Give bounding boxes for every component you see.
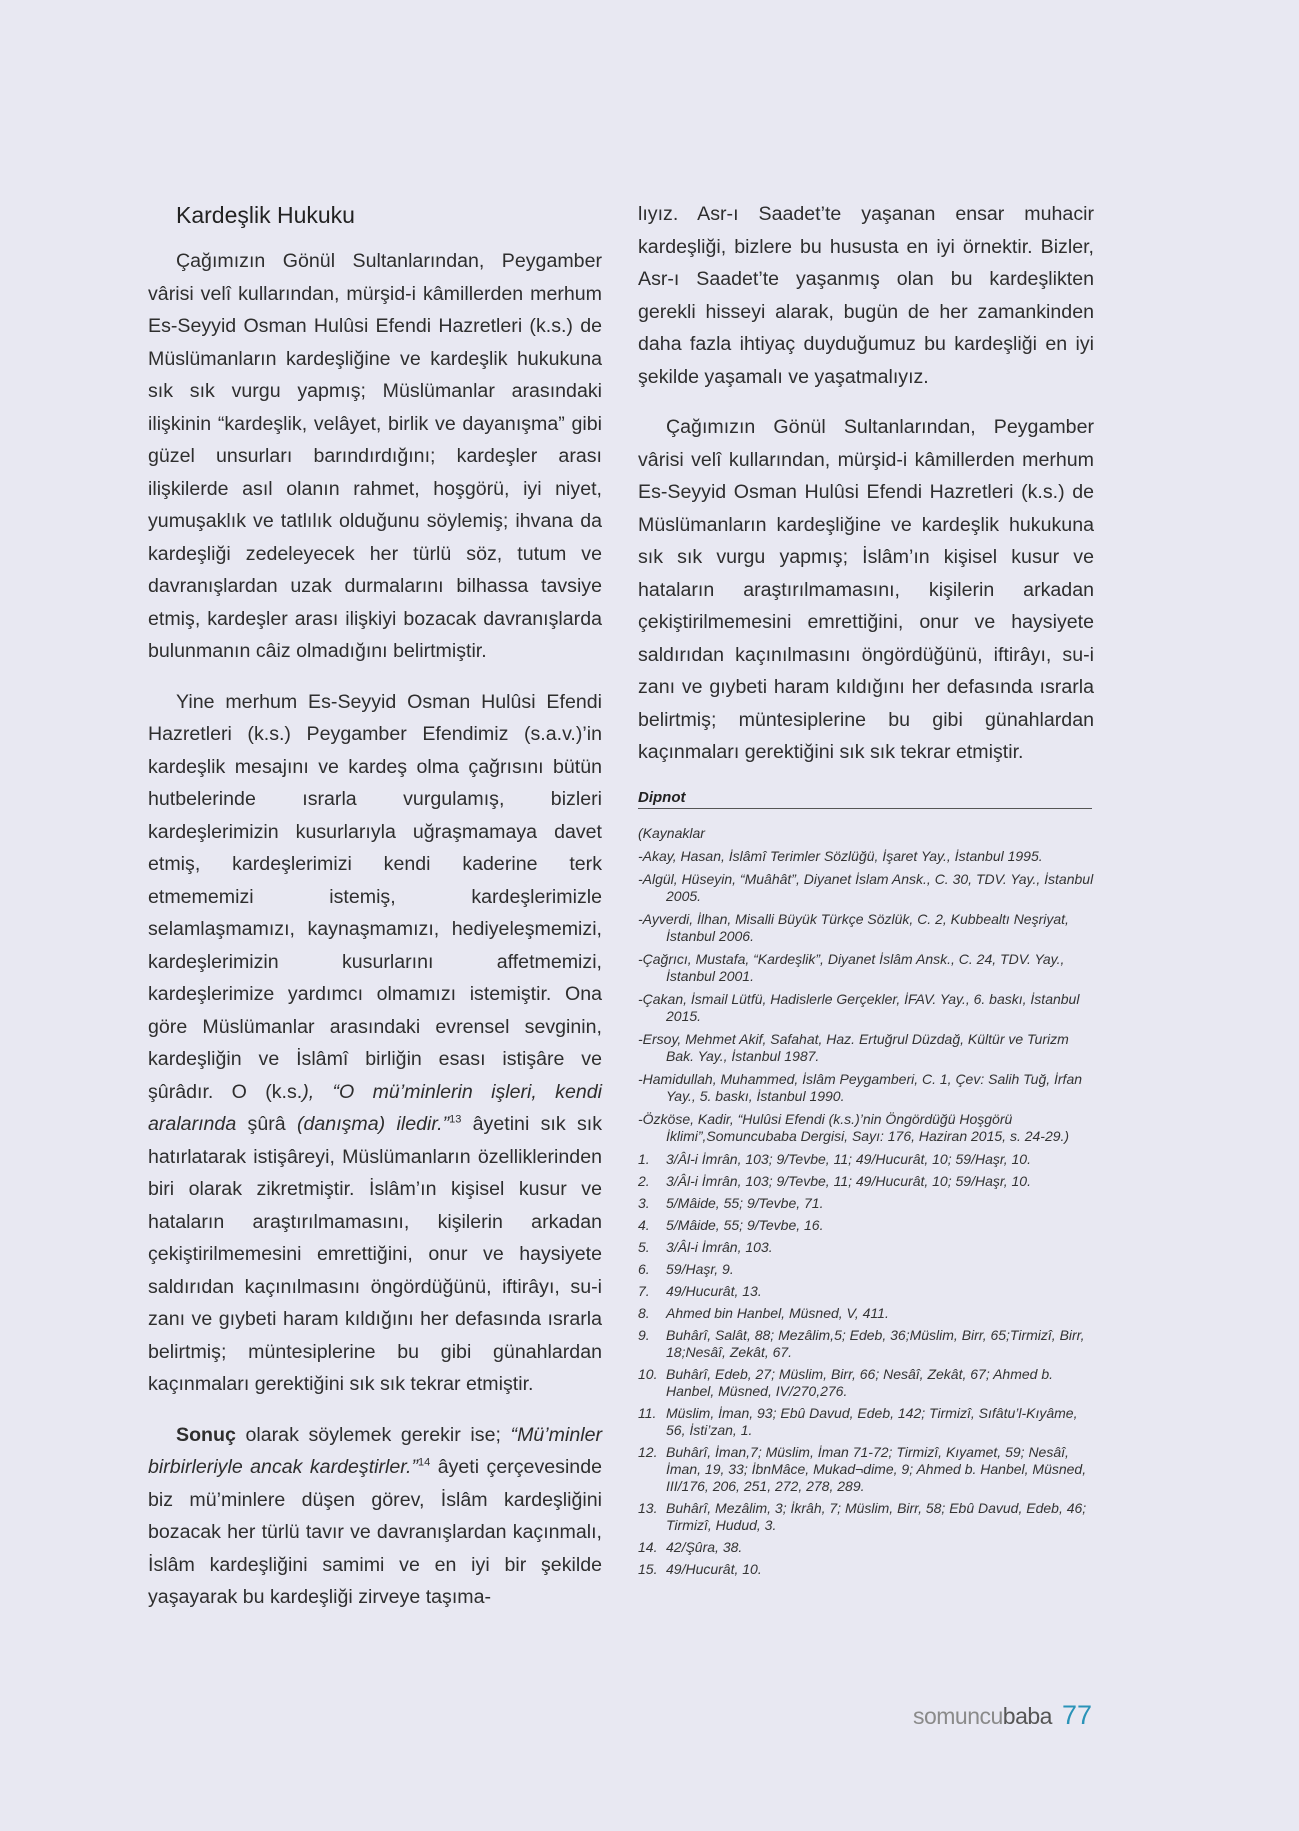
footnote-text: 3/Âl-i İmrân, 103; 9/Tevbe, 11; 49/Hucurât, 10; 59/Haşr, 10. (666, 1150, 1031, 1167)
footnote-text: 49/Hucurât, 10. (666, 1560, 762, 1577)
footnote-number: 6. (638, 1260, 650, 1277)
footnote-item (638, 1195, 1094, 1212)
section-title: Kardeşlik Hukuku (176, 202, 355, 228)
footnote-number: 5. (638, 1238, 650, 1255)
footnote-number: 8. (638, 1304, 650, 1321)
source-item: -Ersoy, Mehmet Akif, Safahat, Haz. Ertuğrul Düzdağ, Kültür ve Turizm Bak. Yay., İstanbul 1987. (638, 1030, 1069, 1064)
footnote-item (638, 1283, 1094, 1300)
footnote-text: Buhârî, İman,7; Müslim, İman 71-72; Tirmizî, Kıyamet, 59; Nesâî, İman, 19, 33; İbnMâce, Mukad¬dime, 9; Ahmed b. Hanbel, Müsned, III/176, 206, 251, 272, 278, 289. (666, 1443, 1087, 1494)
paragraph-3: Sonuç olarak söylemek gerekir ise; “Mü’minler birbirleriyle ancak kardeştirler.”$^{14}$ âyeti çerçevesinde biz mü’minlere düşen görev, İslâm kardeşliğini bozacak her türlü tavır ve davranışlardan kaçınmalı, İslâm kardeşliğini samimi ve en iyi bir şekilde yaşayarak bu kardeşliği zirveye taşıma- (148, 1423, 602, 1608)
source-item: -Çağrıcı, Mustafa, “Kardeşlik”, Diyanet İslâm Ansk., C. 24, TDV. Yay., İstanbul 2001. (638, 950, 1065, 984)
footnote-number: 13. (638, 1499, 658, 1516)
footnote-number: 2. (638, 1172, 650, 1189)
footnote-text: 42/Şûra, 38. (666, 1538, 743, 1555)
footnotes-title: Dipnot (638, 789, 1092, 809)
footnote-item (638, 1261, 1094, 1278)
footnote-text: 5/Mâide, 55; 9/Tevbe, 16. (666, 1216, 824, 1233)
source-item: -Çakan, İsmail Lütfü, Hadislerle Gerçekler, İFAV. Yay., 6. baskı, İstanbul 2015. (638, 990, 1080, 1024)
footnote-text: 59/Haşr, 9. (666, 1260, 734, 1277)
footnote-number: 1. (638, 1150, 650, 1167)
footnote-text: 3/Âl-i İmrân, 103; 9/Tevbe, 11; 49/Hucurât, 10; 59/Haşr, 10. (666, 1172, 1031, 1189)
footnote-item (638, 1305, 1094, 1322)
footnote-text: Buhârî, Mezâlim, 3; İkrâh, 7; Müslim, Birr, 58; Ebû Davud, Edeb, 46; Tirmizî, Hudud, 3. (666, 1499, 1087, 1533)
footnote-number: 14. (638, 1538, 658, 1555)
footnote-number: 3. (638, 1194, 650, 1211)
left-column (148, 198, 602, 1632)
paragraph-4: Çağımızın Gönül Sultanlarından, Peygamber vârisi velî kullarından, mürşid-i kâmillerden merhum Es-Seyyid Osman Hulûsi Efendi Hazretleri (k.s.) de Müslümanların kardeşliğine ve kardeşlik hukukuna sık sık vurgu yapmış; İslâm’ın kişisel kusur ve hataların araştırılmamasını, kişilerin arkadan çekiştirilmemesini emrettiğini, onur ve haysiyete saldırıdan kaçınılmasını öngördüğünü, iftirâyı, su-i zanı ve gıybeti haram kıldığını her defasında ısrarla belirtmiş; müntesiplerine bu gibi günahlardan kaçınmaları gerektiğini sık sık tekrar etmiştir. (638, 416, 1094, 763)
footnote-number: 11. (638, 1404, 657, 1421)
footnote-number: 7. (638, 1282, 650, 1299)
paragraph-2: Yine merhum Es-Seyyid Osman Hulûsi Efendi Hazretleri (k.s.) Peygamber Efendimiz (s.a.v.)’in kardeşlik mesajını ve kardeş olma çağrısını bütün hutbelerinde ısrarla vurgulamış, bizleri kardeşlerimizin kusurlarıyla uğraşmamaya davet etmiş, kardeşlerimizi kendi kaderine terk etmememizi istemiş, kardeşlerimizle selamlaşmamızı, kaynaşmamızı, hediyeleşmemizi, kardeşlerimizin kusurlarını affetmemizi, kardeşlerimize yardımcı olmamızı istemiştir. Ona göre Müslümanlar arasındaki evrensel sevginin, kardeşliğin ve İslâmî birliğin esası istişâre ve şûrâdır. O (k.s.), “O mü’minlerin işleri, kendi aralarında şûrâ (danışma) iledir.”$^{13}$ âyetini sık sık hatırlatarak istişâreyi, Müslümanların özelliklerinden biri olarak zikretmiştir. İslâm’ın kişisel kusur ve hataların araştırılmamasını, kişilerin arkadan çekiştirilmemesini emrettiğini, onur ve haysiyete saldırıdan kaçınılmasını öngördüğünü, iftirâyı, su-i zanı ve gıybeti haram kıldığını her defasında ısrarla belirtmiş; müntesiplerine bu gibi günahlardan kaçınmaları gerektiğini sık sık tekrar etmiştir. (148, 690, 602, 1395)
footnote-item (638, 1444, 1094, 1495)
footnote-list (638, 1151, 1094, 1578)
footnote-item (638, 1366, 1094, 1400)
paragraph-1: Çağımızın Gönül Sultanlarından, Peygamber vârisi velî kullarından, mürşid-i kâmillerden merhum Es-Seyyid Osman Hulûsi Efendi Hazretleri (k.s.) de Müslümanların kardeşliğine ve kardeşlik hukukuna sık sık vurgu yapmış; Müslümanlar arasındaki ilişkinin “kardeşlik, velâyet, birlik ve dayanışma” gibi güzel unsurları barındırdığını; kardeşler arası ilişkilerde asıl olanın rahmet, hoşgörü, iyi niyet, yumuşaklık ve tatlılık olduğunu söylemiş; ihvana da kardeşliği zedeleyecek her türlü söz, tutum ve davranışlardan uzak durmalarını bilhassa tavsiye etmiş, kardeşler arası ilişkiyi bozacak davranışlarda bulunmanın câiz olmadığını belirtmiştir. (148, 250, 602, 662)
footnote-text: 49/Hucurât, 13. (666, 1282, 762, 1299)
footnote-item (638, 1173, 1094, 1190)
footnote-text: 5/Mâide, 55; 9/Tevbe, 71. (666, 1194, 824, 1211)
footnote-text: Müslim, İman, 93; Ebû Davud, Edeb, 142; Tirmizî, Sıfâtu’l-Kıyâme, 56, İsti’zan, 1. (666, 1404, 1078, 1438)
footnote-number: 4. (638, 1216, 650, 1233)
footnote-item (638, 1405, 1094, 1439)
footnote-item (638, 1151, 1094, 1168)
footnote-item (638, 1500, 1094, 1534)
source-item: -Özköse, Kadir, “Hulûsi Efendi (k.s.)’nin Öngördüğü Hoşgörü İklimi”,Somuncubaba Dergisi, Sayı: 176, Haziran 2015, s. 24-29.) (638, 1110, 1070, 1144)
footnote-text: Buhârî, Salât, 88; Mezâlim,5; Edeb, 36;Müslim, Birr, 65;Tirmizî, Birr, 18;Nesâî, Zekât, 67. (666, 1326, 1085, 1360)
sources-heading: (Kaynaklar (638, 824, 705, 841)
page-number: 77 (1061, 1700, 1092, 1730)
footnote-text: Ahmed bin Hanbel, Müsned, V, 411. (666, 1304, 889, 1321)
sources-list (638, 848, 1094, 1145)
source-item: -Ayverdi, İlhan, Misalli Büyük Türkçe Sözlük, C. 2, Kubbealtı Neşriyat, İstanbul 2006. (638, 910, 1069, 944)
footnote-number: 9. (638, 1326, 650, 1343)
paragraph-continued: lıyız. Asr-ı Saadet’te yaşanan ensar muhacir kardeşliği, bizlere bu hususta en iyi örnektir. Bizler, Asr-ı Saadet’te yaşanmış olan bu kardeşlikten gerekli hisseyi alarak, bugün de her zamankinden daha fazla ihtiyaç duyduğumuz bu kardeşliği en iyi şekilde yaşamalı ve yaşatmalıyız. (638, 203, 1094, 388)
footnote-number: 10. (638, 1365, 658, 1382)
source-item: -Hamidullah, Muhammed, İslâm Peygamberi, C. 1, Çev: Salih Tuğ, İrfan Yay., 5. baskı, İstanbul 1990. (638, 1070, 1083, 1104)
footnote-text: Buhârî, Edeb, 27; Müslim, Birr, 66; Nesâî, Zekât, 67; Ahmed b. Hanbel, Müsned, IV/270,276. (666, 1365, 1053, 1399)
footnote-item (638, 1217, 1094, 1234)
source-item: -Akay, Hasan, İslâmî Terimler Sözlüğü, İşaret Yay., İstanbul 1995. (638, 847, 1043, 864)
footnote-item (638, 1561, 1094, 1578)
footnote-ref-14: 14 (418, 1456, 431, 1469)
footnote-item (638, 1239, 1094, 1256)
footnote-number: 15. (638, 1560, 658, 1577)
footnote-ref-13: 13 (449, 1113, 462, 1126)
source-item: -Algül, Hüseyin, “Muâhât”, Diyanet İslam Ansk., C. 30, TDV. Yay., İstanbul 2005. (638, 870, 1094, 904)
footnote-item (638, 1539, 1094, 1556)
footnote-number: 12. (638, 1443, 658, 1460)
footnote-text: 3/Âl-i İmrân, 103. (666, 1238, 773, 1255)
right-column (638, 198, 1094, 1583)
magazine-logo: somuncubaba (912, 1703, 1052, 1729)
page-footer (913, 1700, 1092, 1731)
footnote-item (638, 1327, 1094, 1361)
